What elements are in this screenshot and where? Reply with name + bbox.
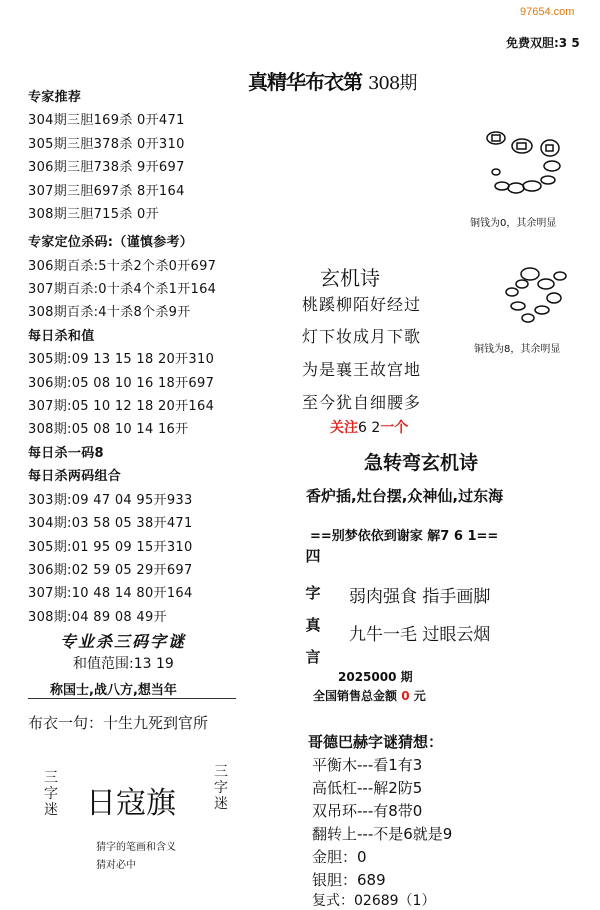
goldbach-line: 翻转上---不是6就是9 (312, 825, 453, 843)
sales-label: 全国销售总金额 (313, 689, 398, 703)
site-watermark: 97654.com (520, 6, 575, 18)
position-kill-line: 308期百杀:4十杀8个杀9开 (28, 305, 191, 320)
daily-sum-line: 306期:05 08 10 16 18开697 (28, 376, 215, 391)
daily-sum-line: 307期:05 10 12 18 20开164 (28, 399, 215, 414)
sales-amount: 0 (401, 689, 410, 703)
idiom-line: 弱肉强食 指手画脚 (349, 587, 491, 607)
daily-sum-line: 305期:09 13 15 18 20开310 (28, 352, 215, 367)
four-char-label: 真 (305, 616, 321, 634)
daily-two-heading: 每日杀两码组合 (28, 469, 122, 484)
daily-two-line: 304期:03 58 05 38开471 (28, 516, 193, 531)
sum-range: 和值范围:13 19 (73, 656, 174, 672)
poem-line: 桃蹊柳陌好经过 (302, 295, 422, 314)
sales-total (313, 687, 426, 704)
follow-value: 6 2 (358, 420, 381, 436)
riddle-hint-sub: 猜对必中 (96, 860, 136, 871)
daily-two-line: 306期:02 59 05 29开697 (28, 563, 193, 578)
position-kill-line: 306期百杀:5十杀2个杀0开697 (28, 259, 217, 274)
combo-pick: 复式：02689（1） (312, 893, 436, 909)
title-prefix: 真精华布衣第 (248, 70, 368, 94)
goldbach-line: 高低杠---解2防5 (312, 779, 423, 797)
expert-line: 304期三胆169杀 0开471 (28, 113, 185, 128)
expert-line: 305期三胆378杀 0开310 (28, 137, 185, 152)
riddle-poem-title: 急转弯玄机诗 (364, 452, 479, 474)
goldbach-line: 双吊环---有8带0 (312, 802, 423, 820)
riddle-hint: 猜字的笔画和含义 (96, 842, 176, 853)
sales-issue: 2025000 期 (338, 670, 413, 684)
three-char-riddle: 日寇旗 (86, 786, 176, 821)
riddle-phrase: 称国士,战八方,想当年 (50, 683, 177, 698)
follow-hint (330, 417, 408, 437)
coin-caption-zero: 铜钱为0，其余明显 (470, 218, 557, 229)
daily-two-line: 308期:04 89 08 49开 (28, 610, 167, 625)
expert-line: 306期三胆738杀 9开697 (28, 160, 185, 175)
three-char-label-left: 三字迷 (44, 770, 58, 818)
follow-label: 关注 (330, 420, 358, 436)
expert-line: 308期三胆715杀 0开 (28, 207, 159, 222)
four-char-label: 四 (305, 547, 321, 565)
daily-two-line: 303期:09 47 04 95开933 (28, 493, 193, 508)
daily-sum-line: 308期:05 08 10 14 16开 (28, 422, 189, 437)
expert-heading: 专家推荐 (28, 90, 82, 105)
daily-two-line: 307期:10 48 14 80开164 (28, 586, 193, 601)
coin-icon (521, 268, 539, 280)
idiom-line: 九牛一毛 过眼云烟 (349, 625, 491, 645)
page-title (248, 66, 416, 95)
follow-suffix: 一个 (380, 420, 409, 436)
free-double-pick: 免费双胆:3 5 (506, 36, 580, 50)
goldbach-line: 平衡木---看1有3 (312, 756, 423, 774)
poem-line: 灯下妆成月下歌 (302, 327, 422, 346)
xuanji-poem-title: 玄机诗 (320, 266, 380, 290)
riddle-poem-line: 香炉插,灶台摆,众神仙,过东海 (306, 487, 504, 505)
riddle-poem-hint: ==别梦依依到谢家 解7 6 1== (310, 529, 499, 544)
daily-two-line: 305期:01 95 09 15开310 (28, 540, 193, 555)
three-char-label-right: 三字迷 (214, 764, 228, 812)
gold-pick: 金胆：0 (312, 848, 367, 866)
silver-pick: 银胆：689 (312, 871, 386, 889)
four-char-label: 字 (305, 584, 321, 602)
coin-figure-eight (490, 262, 574, 332)
sales-unit: 元 (413, 689, 426, 703)
poem-line: 为是襄王故宫地 (302, 360, 422, 379)
divider (28, 698, 236, 699)
coin-icon (487, 132, 505, 144)
coin-caption-eight: 铜钱为8，其余明显 (474, 344, 561, 355)
coin-figure-zero (476, 124, 566, 212)
title-issue: 308期 (367, 73, 417, 94)
daily-one-kill: 每日杀一码8 (28, 446, 104, 461)
position-kill-heading: 专家定位杀码:（谨慎参考） (28, 235, 194, 250)
expert-line: 307期三胆697杀 8开164 (28, 184, 185, 199)
position-kill-line: 307期百杀:0十杀4个杀1开164 (28, 282, 217, 297)
poem-line: 至今犹自细腰多 (302, 393, 422, 412)
four-char-label: 言 (305, 648, 321, 666)
riddle-title: 专业杀三码字谜 (60, 632, 187, 651)
daily-sum-heading: 每日杀和值 (28, 329, 95, 344)
goldbach-title: 哥德巴赫字谜猜想： (308, 733, 444, 751)
buyi-sentence: 布衣一句：十生九死到官所 (28, 714, 209, 732)
